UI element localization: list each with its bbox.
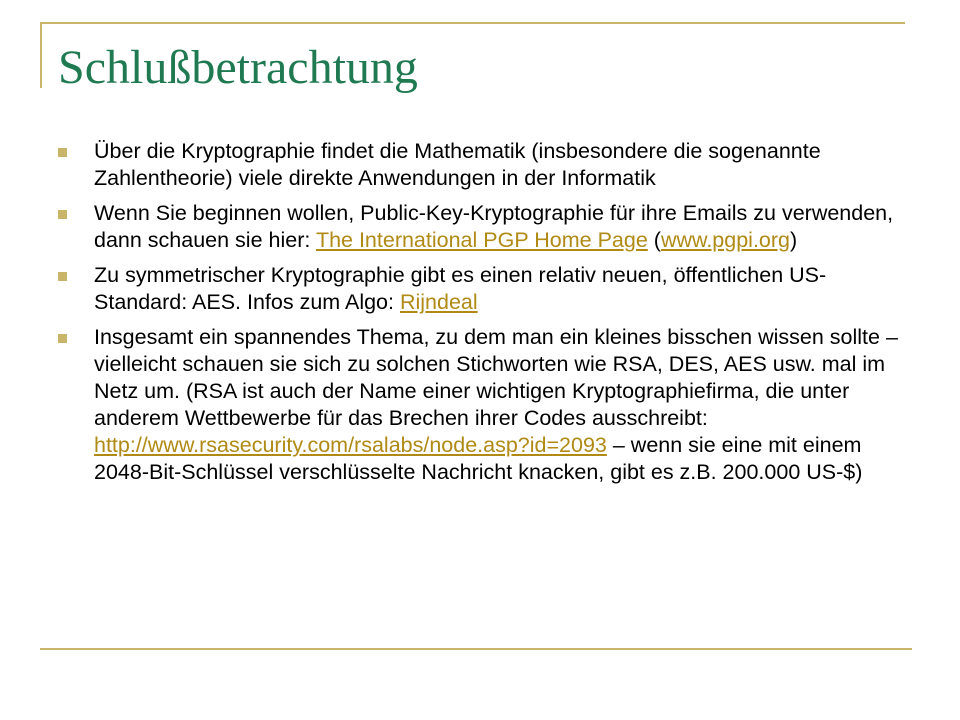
bullet-item bbox=[58, 262, 908, 316]
square-bullet-icon bbox=[58, 272, 67, 281]
bullet-item bbox=[58, 324, 908, 486]
square-bullet-icon bbox=[58, 210, 67, 219]
frame-left-line bbox=[40, 22, 42, 88]
bullet-text: ) bbox=[790, 228, 798, 252]
bullet-item bbox=[58, 200, 908, 254]
bullet-item bbox=[58, 138, 908, 192]
pgpi-org-link[interactable]: www.pgpi.org bbox=[660, 228, 791, 252]
slide-title: Schlußbetrachtung bbox=[58, 41, 418, 94]
frame-top-line bbox=[40, 22, 905, 24]
bullet-text: Wenn Sie beginnen wollen, Public-Key-Kryptographie für ihre Emails zu verwenden, dann schauen sie hier: bbox=[94, 201, 894, 252]
pgp-home-page-link[interactable]: The International PGP Home Page bbox=[315, 228, 648, 252]
square-bullet-icon bbox=[58, 148, 67, 157]
bullet-text: Insgesamt ein spannendes Thema, zu dem man ein kleines bisschen wissen sollte – vielleicht schauen sie sich zu solchen Stichworten wie RSA, DES, AES usw. mal im Netz um. (RSA ist auch der Name einer wichtigen Kryptographiefirma, die unter anderem Wettbewerbe für das Brechen ihrer Codes ausschreibt: bbox=[94, 325, 898, 430]
square-bullet-icon bbox=[58, 334, 67, 343]
frame-bottom-line bbox=[40, 648, 912, 650]
bullet-text: Über die Kryptographie findet die Mathematik (insbesondere die sogenannte Zahlentheorie) viele direkte Anwendungen in der Informatik bbox=[94, 139, 821, 190]
rsasecurity-link[interactable]: http://www.rsasecurity.com/rsalabs/node.asp?id=2093 bbox=[94, 433, 607, 457]
bullet-list bbox=[58, 138, 908, 494]
rijndeal-link[interactable]: Rijndeal bbox=[399, 290, 478, 314]
bullet-text: ( bbox=[647, 228, 661, 252]
bullet-text: – wenn sie eine mit einem 2048-Bit-Schlüssel verschlüsselte Nachricht knacken, gibt es z.B. 200.000 US-$) bbox=[94, 433, 863, 484]
bullet-text: Zu symmetrischer Kryptographie gibt es einen relativ neuen, öffentlichen US-Standard: AES. Infos zum Algo: bbox=[94, 263, 827, 314]
